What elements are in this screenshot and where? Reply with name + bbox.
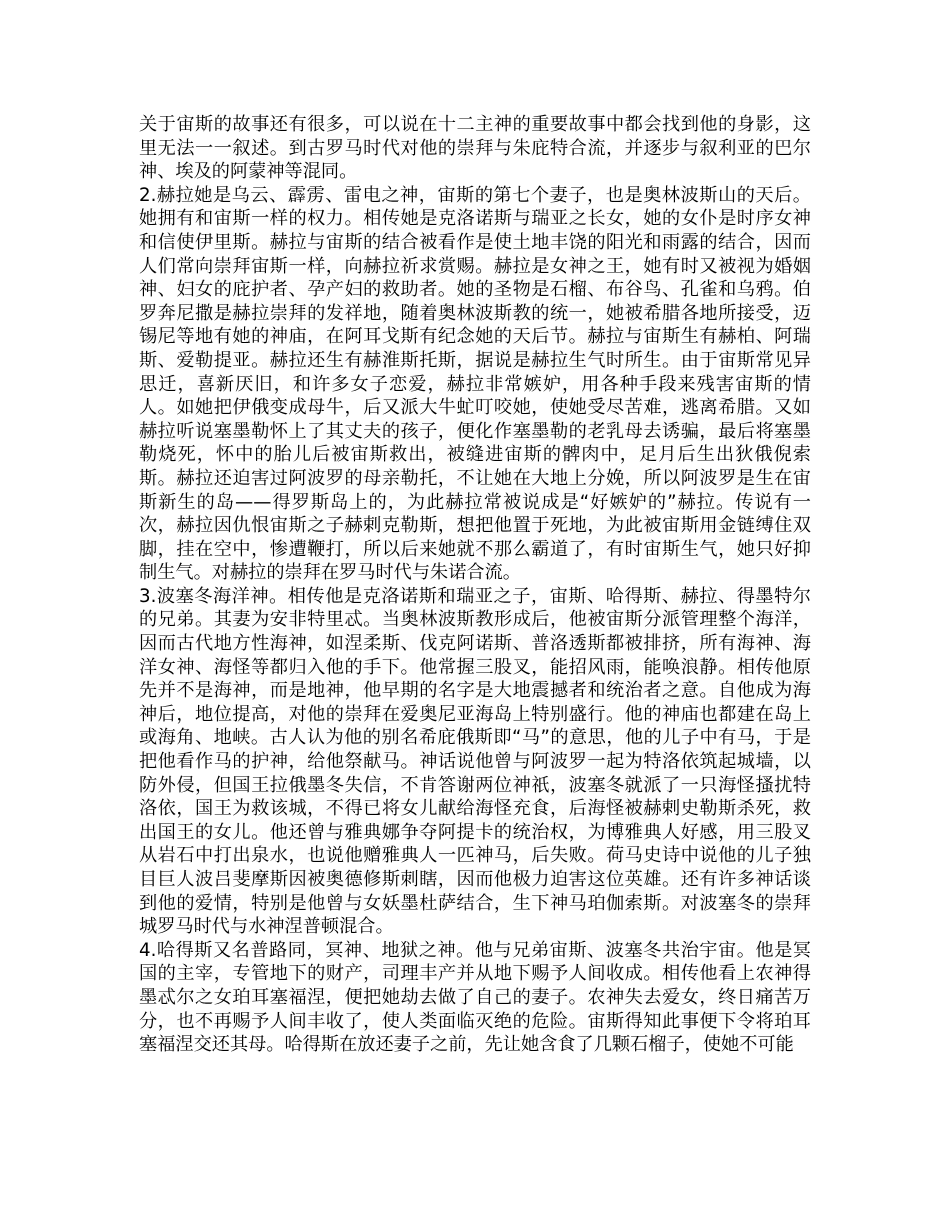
paragraph-zeus-ending: 关于宙斯的故事还有很多，可以说在十二主神的重要故事中都会找到他的身影，这里无法一一叙述。到古罗马时代对他的崇拜与朱庇特合流，并逐步与叙利亚的巴尔神、埃及的阿蒙神等混同。 [139, 114, 811, 183]
paragraph-poseidon: 3.波塞冬海洋神。相传他是克洛诺斯和瑞亚之子，宙斯、哈得斯、赫拉、得墨特尔的兄弟。其妻为安非特里忒。当奥林波斯教形成后，他被宙斯分派管理整个海洋，因而古代地方性海神，如涅柔斯、伐克阿诺斯、普洛透斯都被排挤，所有海神、海洋女神、海怪等都归入他的手下。他常握三股叉，能招风雨，能唤浪静。相传他原先并不是海神，而是地神，他早期的名字是大地震撼者和统治者之意。自他成为海神后，地位提高，对他的崇拜在爱奥尼亚海岛上特别盛行。他的神庙也都建在岛上或海角、地峡。古人认为他的别名希庇俄斯即“马”的意思，他的儿子中有马，于是把他看作马的护神，给他祭献马。神话说他曾与阿波罗一起为特洛依筑起城墙，以防外侵，但国王拉俄墨冬失信，不肯答谢两位神祇，波塞冬就派了一只海怪搔扰特洛依，国王为救该城，不得已将女儿献给海怪充食，后海怪被赫剌史勒斯杀死，救出国王的女儿。他还曾与雅典娜争夺阿提卡的统治权，为博雅典人好感，用三股叉从岩石中打出泉水，也说他赠雅典人一匹神马，后失败。荷马史诗中说他的儿子独目巨人波吕斐摩斯因被奥德修斯刺瞎，因而他极力迫害这位英雄。还有许多神话谈到他的爱情，特别是他曾与女妖墨杜萨结合，生下神马珀伽索斯。对波塞冬的崇拜城罗马时代与水神涅普顿混合。 [139, 585, 811, 938]
paragraph-hera: 2.赫拉她是乌云、霹雳、雷电之神，宙斯的第七个妻子，也是奥林波斯山的天后。她拥有和宙斯一样的权力。相传她是克洛诺斯与瑞亚之长女，她的女仆是时序女神和信使伊里斯。赫拉与宙斯的结合被看作是使土地丰饶的阳光和雨露的结合，因而人们常向崇拜宙斯一样，向赫拉祈求赏赐。赫拉是女神之王，她有时又被视为婚姻神、妇女的庇护者、孕产妇的救助者。她的圣物是石榴、布谷鸟、孔雀和乌鸦。伯罗奔尼撒是赫拉崇拜的发祥地，随着奥林波斯教的统一，她被希腊各地所接受，迈锡尼等地有她的神庙，在阿耳戈斯有纪念她的天后节。赫拉与宙斯生有赫柏、阿瑞斯、爱勒提亚。赫拉还生有赫淮斯托斯，据说是赫拉生气时所生。由于宙斯常见异思迁，喜新厌旧，和许多女子恋爱，赫拉非常嫉妒，用各种手段来残害宙斯的情人。如她把伊俄变成母牛，后又派大牛虻叮咬她，使她受尽苦难，逃离希腊。又如赫拉听说塞墨勒怀上了其丈夫的孩子，便化作塞墨勒的老乳母去诱骗，最后将塞墨勒烧死，怀中的胎儿后被宙斯救出，被缝进宙斯的髀肉中，足月后生出狄俄倪索斯。赫拉还迫害过阿波罗的母亲勒托，不让她在大地上分娩，所以阿波罗是生在宙斯新生的岛——得罗斯岛上的，为此赫拉常被说成是“好嫉妒的”赫拉。传说有一次，赫拉因仇恨宙斯之子赫剌克勒斯，想把他置于死地，为此被宙斯用金链缚住双脚，挂在空中，惨遭鞭打，所以后来她就不那么霸道了，有时宙斯生气，她只好抑制生气。对赫拉的崇拜在罗马时代与朱诺合流。 [139, 184, 811, 584]
document-page [139, 113, 811, 1057]
paragraph-hades: 4.哈得斯又名普路同，冥神、地狱之神。他与兄弟宙斯、波塞冬共治宇宙。他是冥国的主宰，专管地下的财产，司理丰产并从地下赐予人间收成。相传他看上农神得墨忒尔之女珀耳塞福涅，便把她劫去做了自己的妻子。农神失去爱女，终日痛苦万分，也不再赐予人间丰收了，使人类面临灭绝的危险。宙斯得知此事便下令将珀耳塞福涅交还其母。哈得斯在放还妻子之前，先让她含食了几颗石榴子，使她不可能 [139, 939, 811, 1056]
